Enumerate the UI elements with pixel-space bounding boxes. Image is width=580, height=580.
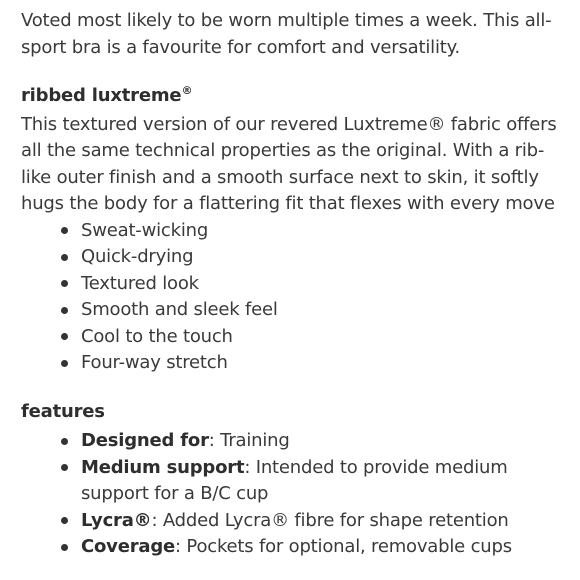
product-details [21,8,573,561]
fabric-heading [21,83,573,110]
feature-item [81,534,573,561]
fabric-benefit: Sweat-wicking [81,219,209,241]
fabric-benefit: Quick-drying [81,246,194,267]
product-intro: Voted most likely to be worn multiple times a week. This all-sport bra is a favourite for comfort and versatility. [21,10,552,58]
bullet-icon [61,534,69,561]
fabric-benefits-list [21,218,573,377]
bullet-icon [61,428,69,455]
feature-text: : Training [208,430,290,451]
fabric-benefit: Cool to the touch [81,325,233,347]
fabric-benefit: Four-way stretch [81,352,228,373]
bullet-icon [61,244,69,271]
fabric-heading-text: ribbed luxtreme [21,85,182,106]
feature-label: Designed for [81,430,209,451]
features-list [21,428,573,561]
feature-item [81,428,573,455]
fabric-description: This textured version of our revered Luxtreme® fabric offers all the same technical properties as the original. With a rib-like outer finish and a smooth surface next to skin, it softly hugs the body for a flattering fit that flexes with every move [21,113,557,214]
list-item [81,297,573,324]
bullet-icon [61,271,69,298]
list-item [81,271,573,298]
feature-label: Medium support [81,456,245,478]
features-heading: features [21,400,105,422]
feature-text: : Pockets for optional, removable cups [175,536,512,557]
feature-text: : Intended to provide medium support for a B/C cup [81,456,508,504]
bullet-icon [61,508,69,535]
fabric-heading-mark: ® [181,84,193,97]
feature-label: Coverage [81,536,176,557]
fabric-benefit: Smooth and sleek feel [81,299,278,320]
bullet-icon [61,324,69,351]
list-item [81,324,573,351]
feature-item [81,455,573,508]
feature-item [81,508,573,535]
bullet-icon [61,455,69,482]
list-item [81,350,573,377]
bullet-icon [61,350,69,377]
bullet-icon [61,218,69,245]
list-item [81,218,573,245]
fabric-benefit: Textured look [81,272,199,294]
bullet-icon [61,297,69,324]
feature-label: Lycra® [81,509,152,531]
feature-text: : Added Lycra® fibre for shape retention [151,509,509,531]
list-item [81,244,573,271]
